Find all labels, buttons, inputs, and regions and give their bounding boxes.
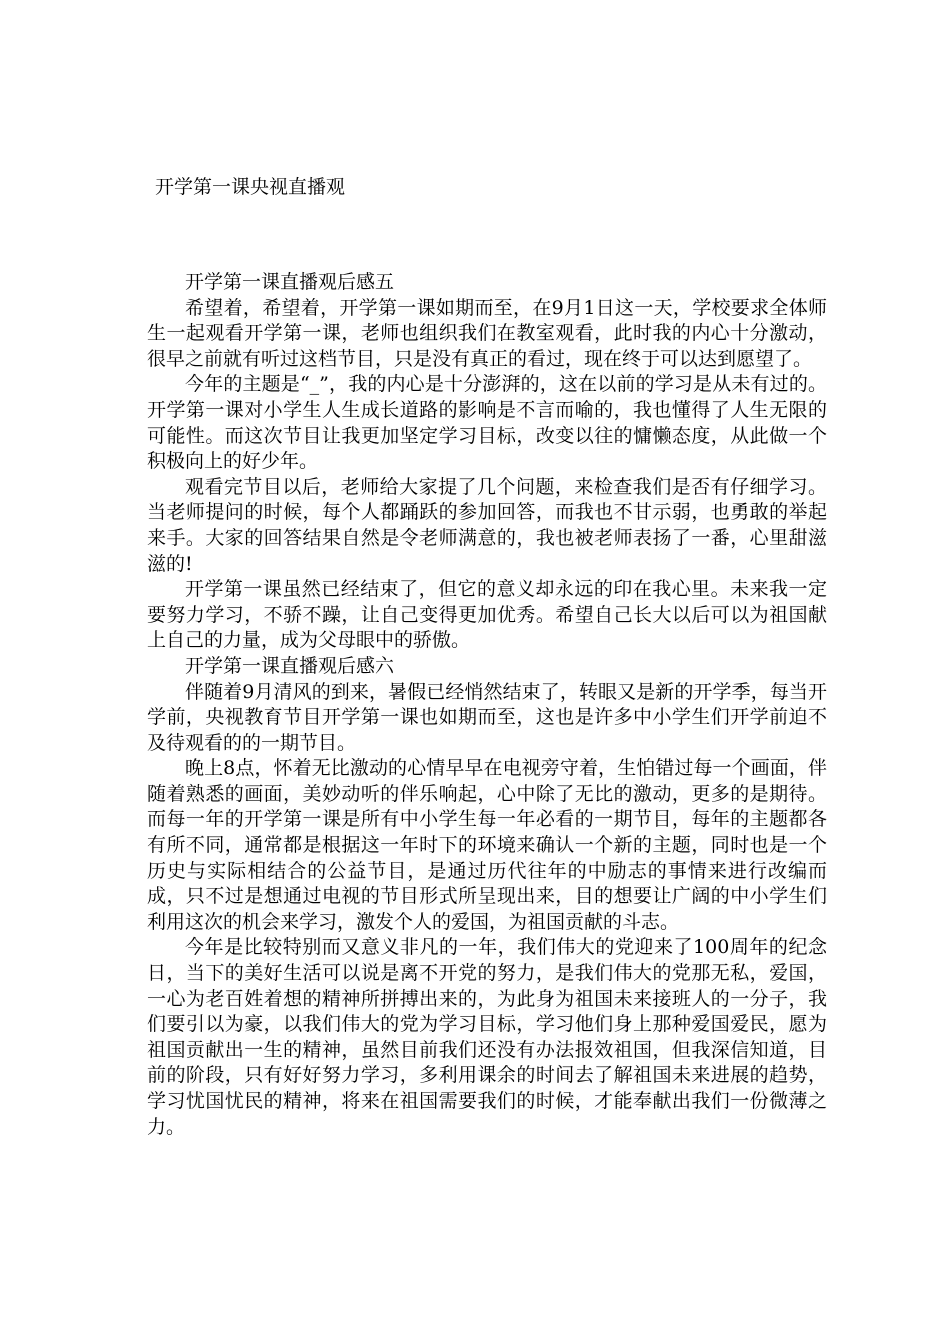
paragraph: 观看完节目以后，老师给大家提了几个问题，来检查我们是否有仔细学习。当老师提问的时候，每个人都踊跃的参加回答，而我也不甘示弱，也勇敢的举起来手。大家的回答结果自然是令老师满意的，我也被老师表扬了一番，心里甜滋滋的!: [147, 475, 827, 575]
paragraph: 开学第一课虽然已经结束了，但它的意义却永远的印在我心里。未来我一定要努力学习，不骄不躁，让自己变得更加优秀。希望自己长大以后可以为祖国献上自己的力量，成为父母眼中的骄傲。: [147, 578, 827, 652]
section-heading-6: 开学第一课直播观后感六: [185, 654, 395, 677]
paragraph: 伴随着9月清风的到来，暑假已经悄然结束了，转眼又是新的开学季，每当开学前，央视教育节目开学第一课也如期而至，这也是许多中小学生们开学前迫不及待观看的的一期节目。: [147, 680, 827, 754]
document-title: 开学第一课央视直播观: [155, 176, 346, 198]
paragraph: 今年是比较特别而又意义非凡的一年，我们伟大的党迎来了100周年的纪念日，当下的美好生活可以说是离不开党的努力，是我们伟大的党那无私，爱国，一心为老百姓着想的精神所拼搏出来的，为此身为祖国未来接班人的一分子，我们要引以为豪，以我们伟大的党为学习目标，学习他们身上那种爱国爱民，愿为祖国贡献出一生的精神，虽然目前我们还没有办法报效祖国，但我深信知道，目前的阶段，只有好好努力学习，多利用课余的时间去了解祖国未来进展的趋势，学习忧国忧民的精神，将来在祖国需要我们的时候，才能奉献出我们一份微薄之力。: [147, 936, 827, 1138]
paragraph: 今年的主题是“_”，我的内心是十分澎湃的，这在以前的学习是从未有过的。开学第一课对小学生人生成长道路的影响是不言而喻的，我也懂得了人生无限的可能性。而这次节目让我更加坚定学习目标，改变以往的慵懒态度，从此做一个积极向上的好少年。: [147, 373, 827, 473]
section-heading-5: 开学第一课直播观后感五: [185, 271, 395, 293]
document-body: [147, 270, 827, 1140]
paragraph: 晚上8点，怀着无比激动的心情早早在电视旁守着，生怕错过每一个画面，伴随着熟悉的画面，美妙动听的伴乐响起，心中除了无比的激动，更多的是期待。而每一年的开学第一课是所有中小学生每一年必看的一期节目，每年的主题都各有所不同，通常都是根据这一年时下的环境来确认一个新的主题，同时也是一个历史与实际相结合的公益节目，是通过历代往年的中励志的事情来进行改编而成，只不过是想通过电视的节目形式所呈现出来，目的想要让广阔的中小学生们利用这次的机会来学习，激发个人的爱国，为祖国贡献的斗志。: [147, 757, 827, 933]
paragraph: 希望着，希望着，开学第一课如期而至，在9月1日这一天，学校要求全体师生一起观看开学第一课，老师也组织我们在教室观看，此时我的内心十分激动，很早之前就有听过这档节目，只是没有真正的看过，现在终于可以达到愿望了。: [147, 296, 827, 370]
